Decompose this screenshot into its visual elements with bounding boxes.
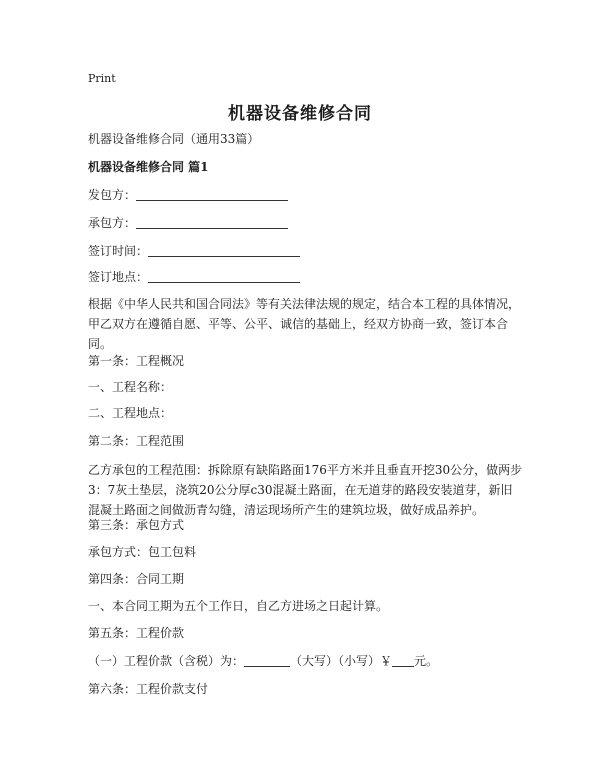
fill-blank [392,653,414,667]
article-4-text: 一、本合同工期为五个工作日，自乙方进场之日起计算。 [88,599,389,613]
article-1-item-1: 一、工程名称： [88,380,173,394]
fill-blank [136,187,288,201]
fill-blank [148,243,300,257]
price-unit: 元。 [414,654,439,668]
fill-blank [136,215,288,229]
price-middle: （大写）（小写）￥ [290,654,393,668]
article-6-title: 第六条：工程价款支付 [88,682,209,696]
intro-paragraph: 根据《中华人民共和国合同法》等有关法律法规的规定，结合本工程的具体情况，甲乙双方在遵循自愿、平等、公平、诚信的基础上，经双方协商一致，签订本合同。 [88,297,521,351]
article-1-item-2: 二、工程地点： [88,406,173,420]
fill-blank [244,653,290,667]
article-3-title: 第三条：承包方式 [88,518,185,532]
field-label: 发包方： [88,188,137,202]
article-2-title: 第二条：工程范围 [88,434,185,448]
article-3-text: 承包方式：包工包料 [88,545,197,559]
field-label: 承包方： [88,216,137,230]
fill-blank [148,269,300,283]
field-label: 签订地点： [88,270,149,284]
field-label: 签订时间： [88,244,149,258]
article-1-title: 第一条：工程概况 [88,354,185,368]
section-heading: 机器设备维修合同 篇1 [88,160,209,174]
document-subtitle: 机器设备维修合同（通用33篇） [88,132,260,146]
document-title: 机器设备维修合同 [228,104,372,124]
field-party-a [88,186,288,205]
field-party-b [88,214,288,233]
price-label: （一）工程价款（含税）为： [88,654,245,668]
article-4-title: 第四条：合同工期 [88,572,185,586]
field-sign-place [88,268,300,287]
article-5-text [88,652,438,671]
article-2-text: 乙方承包的工程范围：拆除原有缺陷路面176平方米并且垂直开挖30公分，做两步3：7灰土垫层，浇筑20公分厚c30混凝土路面，在无道芽的路段安装道芽，新旧混凝土路面之间做沥青勾缝，清运现场所产生的建筑垃圾，做好成品养护。 [88,463,523,517]
print-label[interactable]: Print [88,72,116,85]
field-sign-time [88,242,300,261]
article-5-title: 第五条：工程价款 [88,626,185,640]
